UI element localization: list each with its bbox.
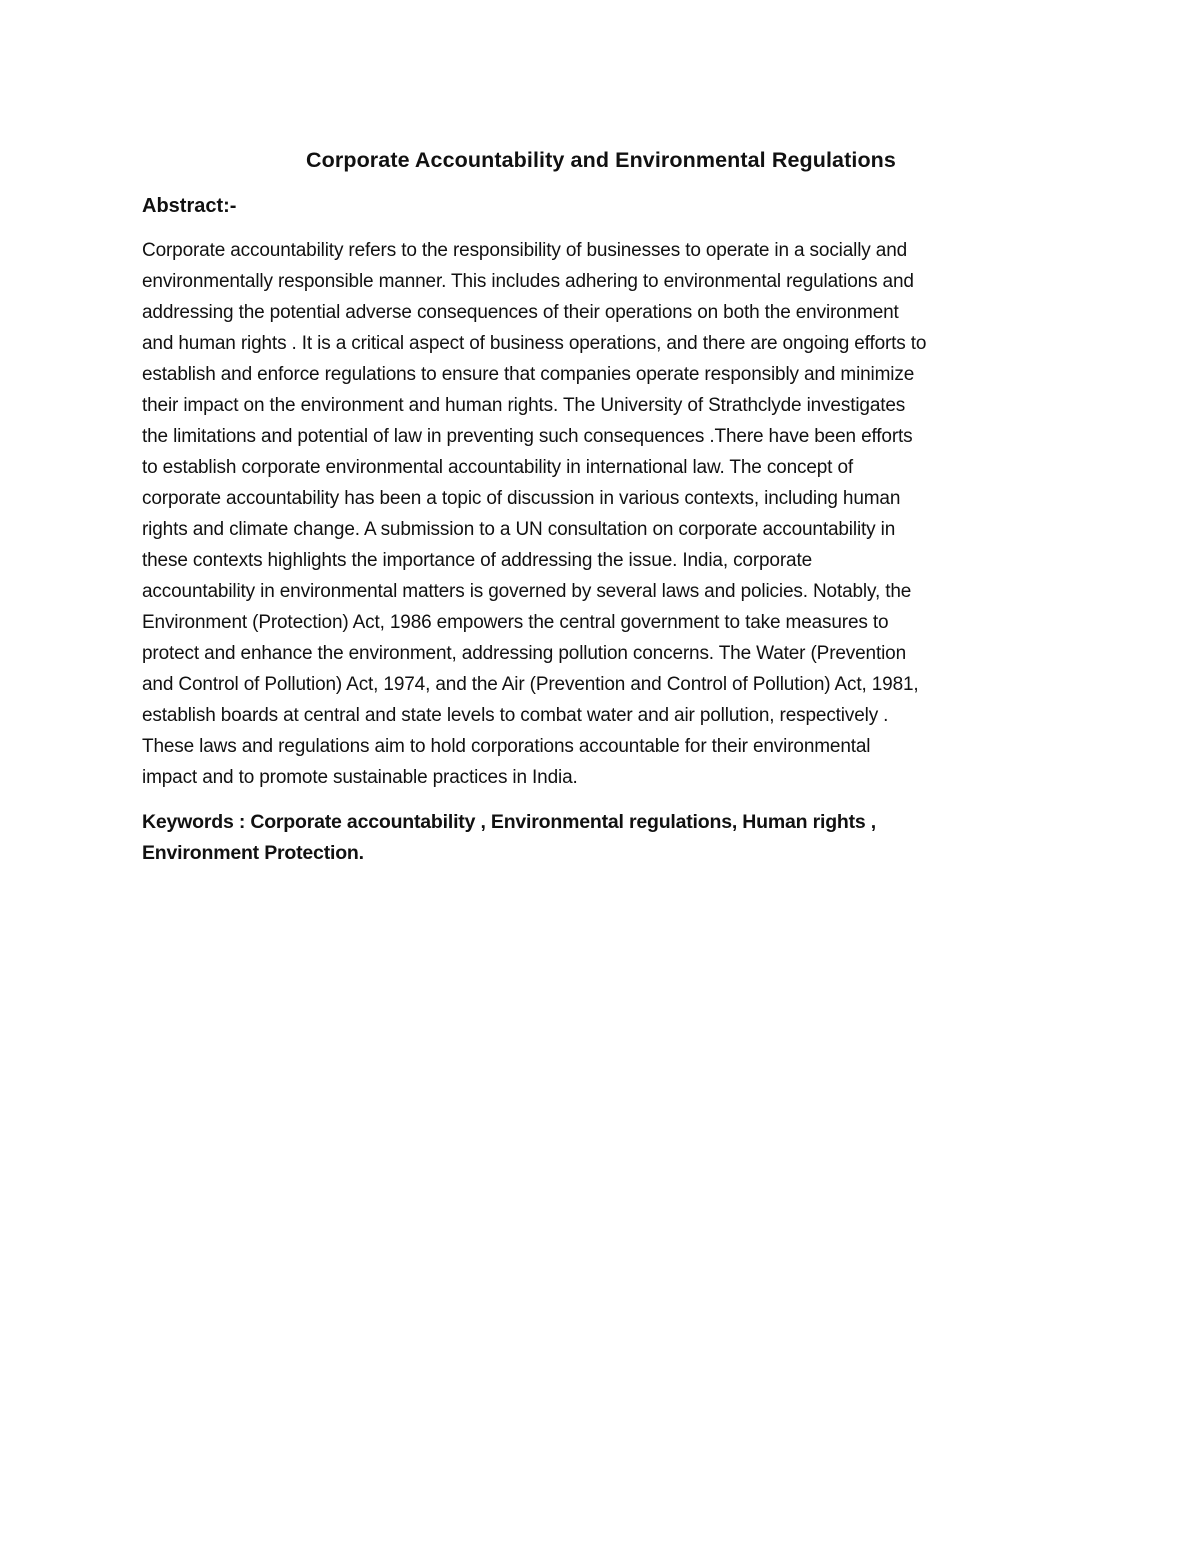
abstract-line: These laws and regulations aim to hold corporations accountable for their environmental [142, 736, 871, 757]
abstract-line: protect and enhance the environment, addressing pollution concerns. The Water (Prevention [142, 643, 906, 664]
keywords-line: Environment Protection. [142, 842, 364, 864]
document-content [142, 143, 1060, 869]
keywords-paragraph [142, 807, 1060, 869]
abstract-line: establish boards at central and state levels to combat water and air pollution, respectively . [142, 705, 889, 726]
abstract-line: and human rights . It is a critical aspect of business operations, and there are ongoing efforts to [142, 333, 927, 354]
abstract-line: Corporate accountability refers to the responsibility of businesses to operate in a socially and [142, 240, 908, 261]
abstract-line: addressing the potential adverse consequences of their operations on both the environment [142, 302, 899, 323]
abstract-line: Environment (Protection) Act, 1986 empowers the central government to take measures to [142, 612, 889, 633]
abstract-line: corporate accountability has been a topic of discussion in various contexts, including human [142, 488, 901, 509]
abstract-heading: Abstract:- [142, 195, 237, 217]
abstract-line: accountability in environmental matters is governed by several laws and policies. Notably, the [142, 581, 912, 602]
abstract-line: establish and enforce regulations to ensure that companies operate responsibly and minimize [142, 364, 915, 385]
abstract-line: their impact on the environment and human rights. The University of Strathclyde investigates [142, 395, 906, 416]
abstract-line: environmentally responsible manner. This includes adhering to environmental regulations and [142, 271, 914, 292]
abstract-line: rights and climate change. A submission to a UN consultation on corporate accountability in [142, 519, 896, 540]
abstract-line: and Control of Pollution) Act, 1974, and the Air (Prevention and Control of Pollution) Act, 1981, [142, 674, 919, 695]
keywords-line: Keywords : Corporate accountability , Environmental regulations, Human rights , [142, 811, 876, 833]
abstract-paragraph [142, 235, 1060, 793]
abstract-line: to establish corporate environmental accountability in international law. The concept of [142, 457, 853, 478]
abstract-line: impact and to promote sustainable practices in India. [142, 767, 578, 788]
abstract-line: these contexts highlights the importance of addressing the issue. India, corporate [142, 550, 812, 571]
abstract-line: the limitations and potential of law in preventing such consequences .There have been efforts [142, 426, 913, 447]
document-title: Corporate Accountability and Environmental Regulations [306, 148, 896, 172]
